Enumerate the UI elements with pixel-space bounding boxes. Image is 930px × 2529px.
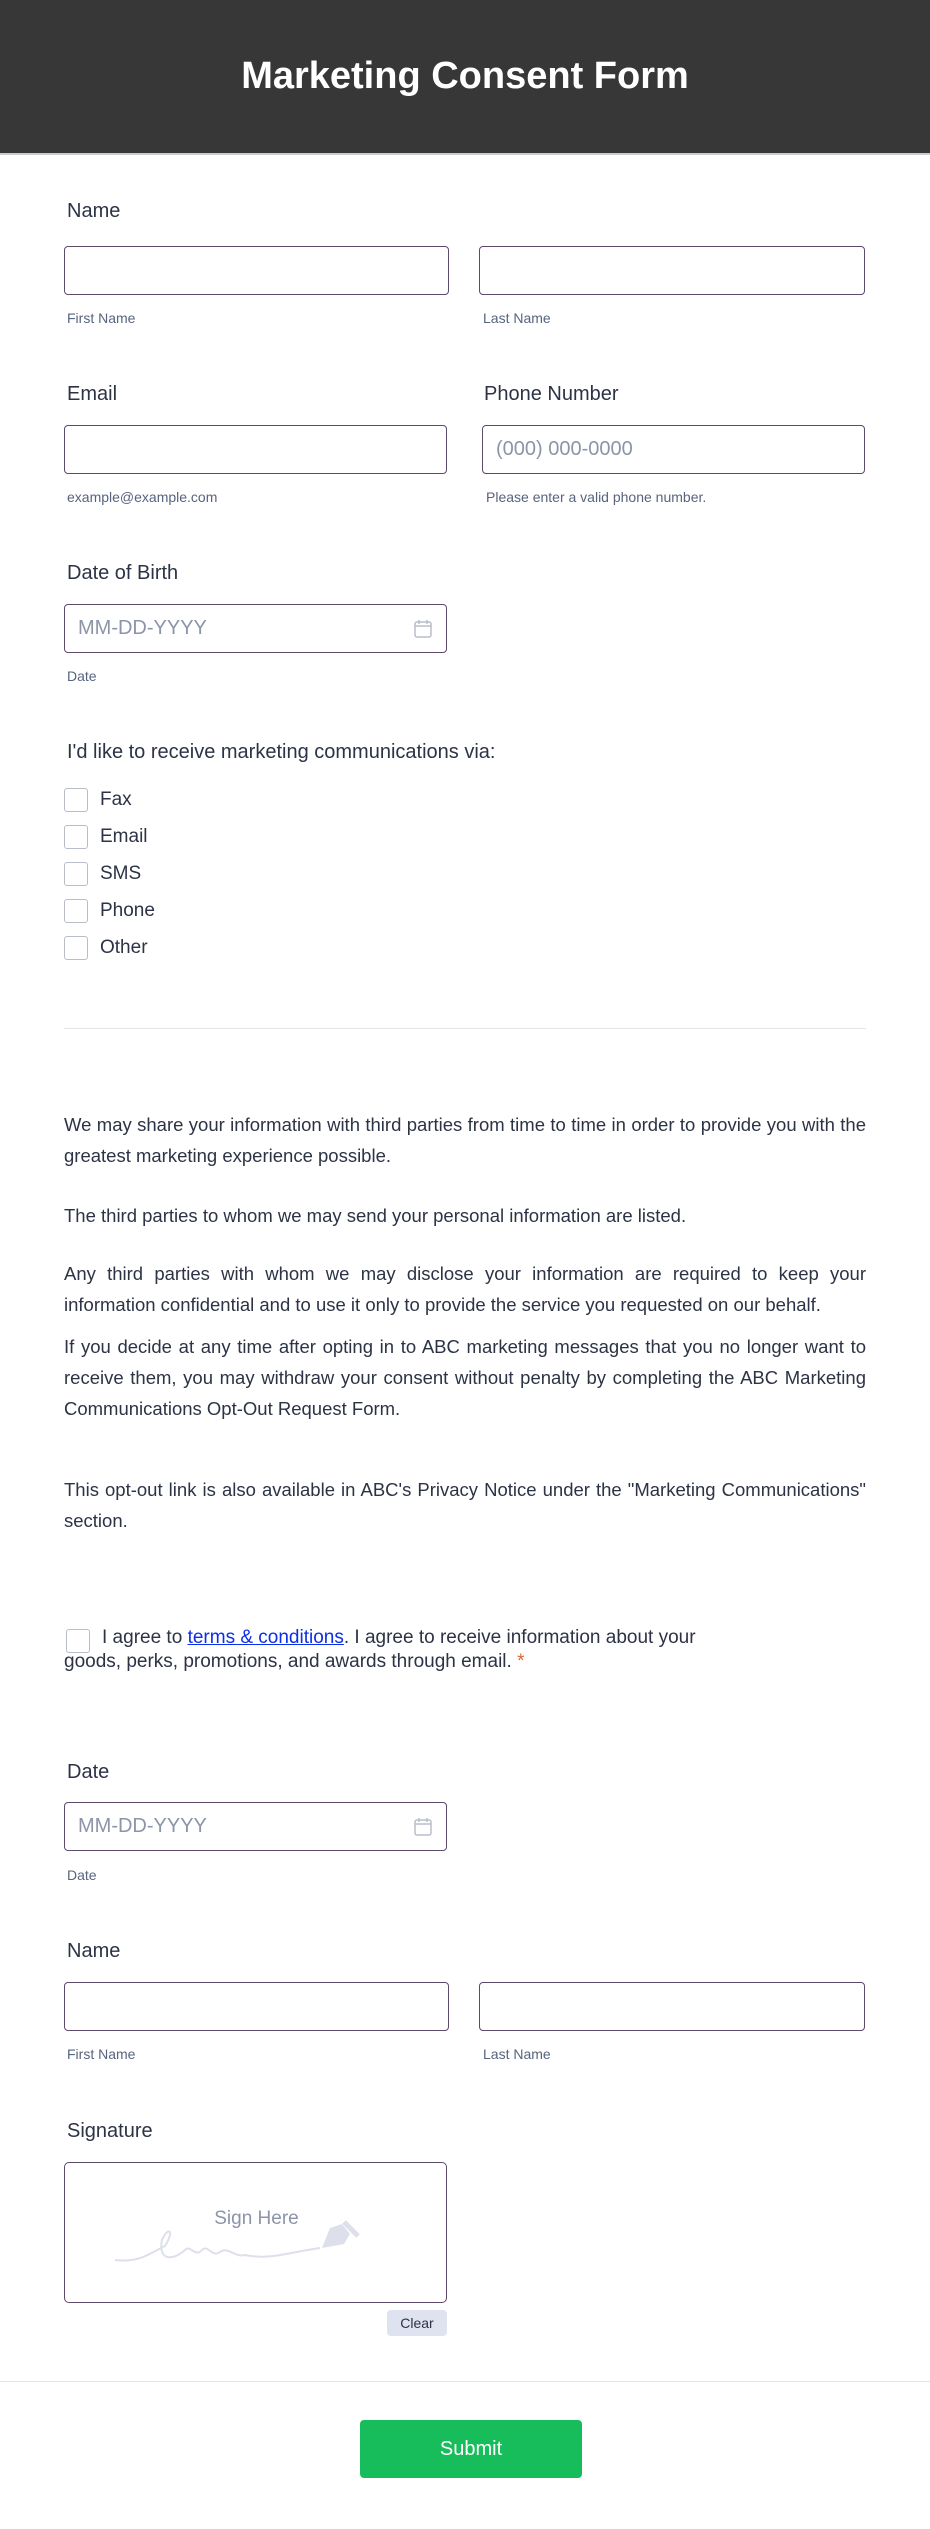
divider [64,1028,866,1029]
required-asterisk: * [517,1651,525,1672]
option-sms[interactable] [64,855,155,892]
last-name-sublabel: Last Name [483,310,551,326]
first-name-input-2[interactable] [64,1982,449,2031]
option-label: SMS [100,862,142,884]
checkbox[interactable] [64,936,88,960]
email-sublabel: example@example.com [67,489,218,505]
date-input[interactable] [64,1802,447,1851]
phone-input[interactable] [482,425,865,474]
signature-pad[interactable] [64,2162,447,2303]
agree-text [64,1626,734,1674]
agree-prefix: I agree to [102,1627,188,1648]
signature-pen-icon [110,2208,410,2268]
checkbox[interactable] [64,825,88,849]
submit-button[interactable]: Submit [360,2420,582,2478]
first-name-sublabel: First Name [67,310,136,326]
agree-suffix: . I agree to receive information about your goods, perks, promotions, and awards through email. [64,1627,696,1672]
calendar-icon[interactable] [414,1817,432,1836]
option-label: Other [100,936,148,958]
option-fax[interactable] [64,781,155,818]
comms-options [64,781,155,966]
first-name-sublabel-2: First Name [67,2046,136,2062]
footer-divider [0,2381,930,2382]
phone-label: Phone Number [484,383,619,405]
paragraph-1: We may share your information with third parties from time to time in order to provide you with the greatest marketing experience possible. [64,1114,866,1166]
option-label: Fax [100,788,132,810]
comms-label: I'd like to receive marketing communications via: [67,741,496,763]
signature-label: Signature [67,2120,153,2142]
dob-placeholder: MM-DD-YYYY [78,617,207,639]
option-label: Phone [100,899,155,921]
sign-here-hint: Sign Here [214,2208,299,2229]
checkbox[interactable] [64,899,88,923]
date-placeholder: MM-DD-YYYY [78,1815,207,1837]
paragraph-3: Any third parties with whom we may disclose your information are required to keep your information confidential and to use it only to provide the service you requested on our behalf. [64,1263,866,1315]
option-phone[interactable] [64,892,155,929]
terms-link[interactable]: terms & conditions [187,1627,344,1648]
option-email[interactable] [64,818,155,855]
paragraph-5: This opt-out link is also available in ABC's Privacy Notice under the "Marketing Communications" section. [64,1479,866,1531]
form-header [0,0,930,155]
name2-label: Name [67,1940,121,1962]
name-label: Name [67,200,121,222]
phone-placeholder: (000) 000-0000 [496,438,633,460]
dob-input[interactable] [64,604,447,653]
email-label: Email [67,383,118,405]
option-label: Email [100,825,148,847]
paragraph-4: If you decide at any time after opting in to ABC marketing messages that you no longer want to receive them, you may withdraw your consent without penalty by completing the ABC Marketing Communications Opt-Out Request Form. [64,1336,866,1419]
checkbox[interactable] [64,862,88,886]
calendar-icon[interactable] [414,619,432,638]
date-sublabel: Date [67,1867,97,1883]
date-label: Date [67,1761,110,1783]
dob-label: Date of Birth [67,562,179,584]
form-title: Marketing Consent Form [241,55,689,97]
checkbox[interactable] [64,788,88,812]
paragraph-2: The third parties to whom we may send your personal information are listed. [64,1205,687,1226]
first-name-input[interactable] [64,246,449,295]
last-name-input[interactable] [479,246,865,295]
email-input[interactable] [64,425,447,474]
dob-sublabel: Date [67,668,97,684]
clear-signature-button[interactable]: Clear [387,2310,447,2336]
last-name-sublabel-2: Last Name [483,2046,551,2062]
last-name-input-2[interactable] [479,1982,865,2031]
option-other[interactable] [64,929,155,966]
phone-sublabel: Please enter a valid phone number. [486,489,707,505]
